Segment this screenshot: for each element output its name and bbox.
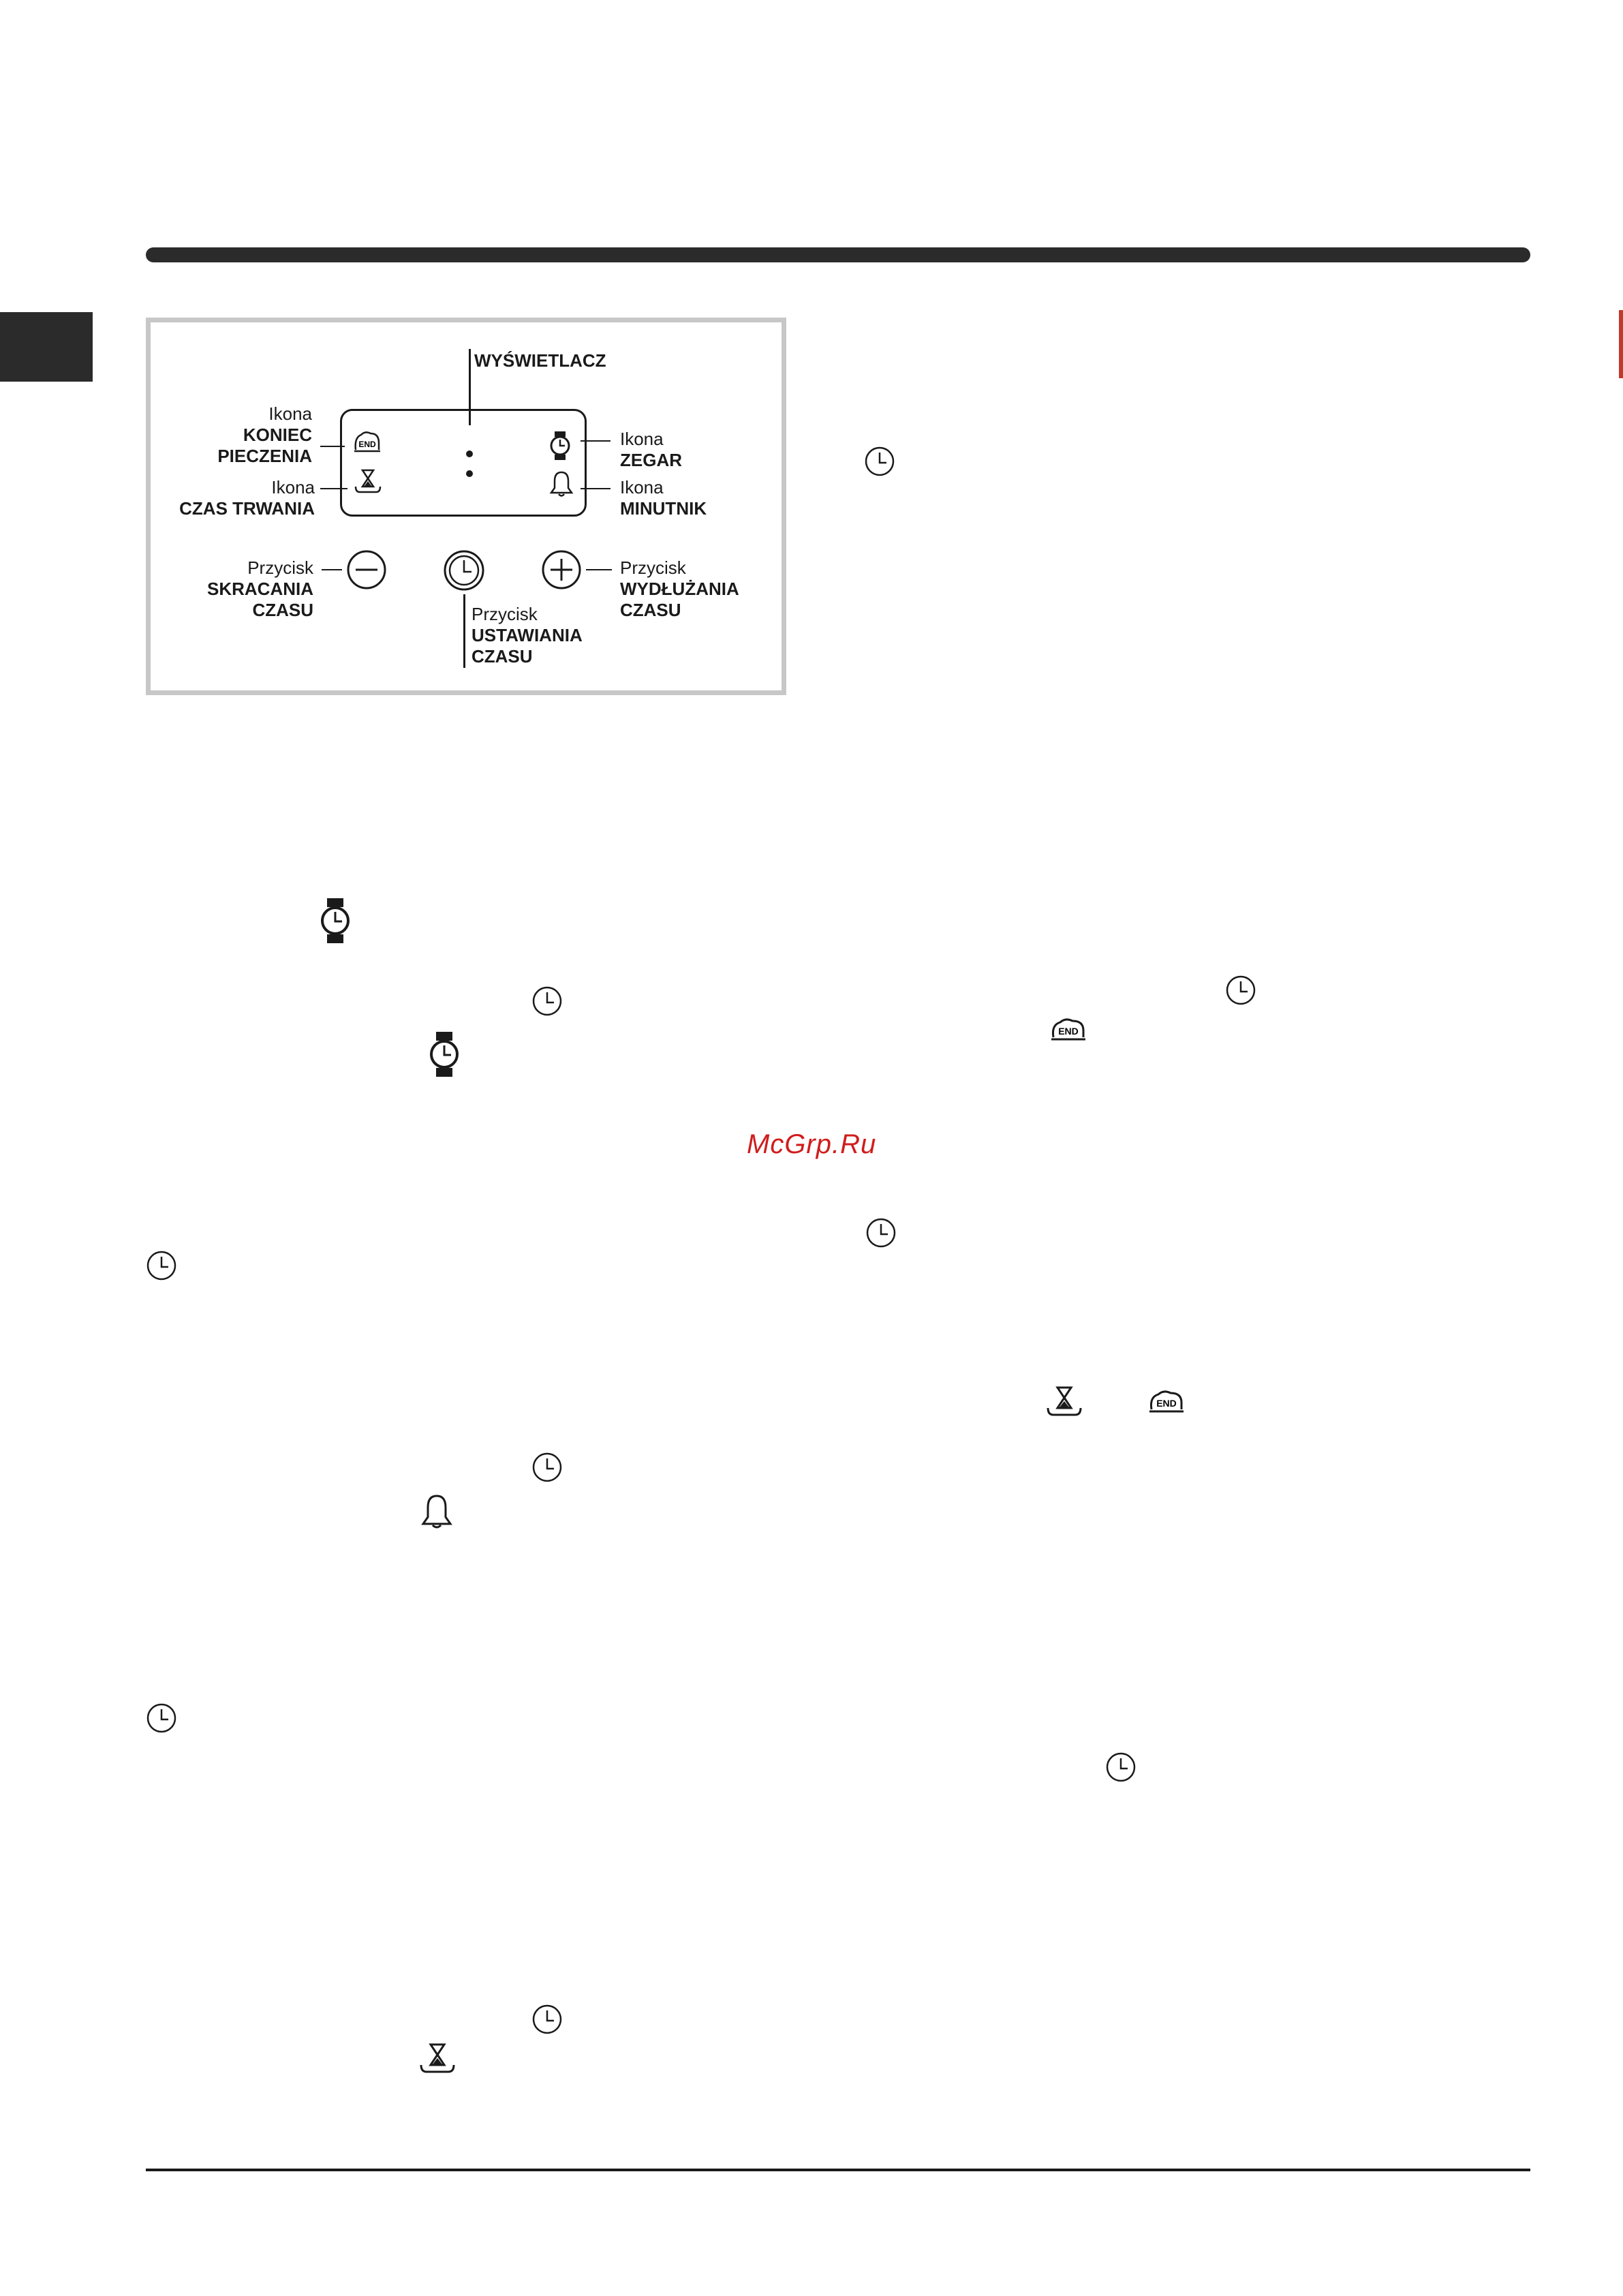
duration-icon (354, 468, 382, 495)
set-button-icon (146, 1250, 177, 1281)
bell-icon (548, 470, 575, 498)
clock-watch-icon (320, 897, 350, 945)
colon-dot-lower (466, 470, 473, 477)
display-label: WYŚWIETLACZ (474, 350, 606, 371)
set-button-icon (146, 1702, 177, 1734)
clock-watch-icon (549, 431, 571, 461)
section-tab (0, 312, 93, 382)
timer-icon-label: Ikona MINUTNIK (620, 477, 707, 519)
end-icon (1147, 1388, 1186, 1419)
clock-icon-leader (581, 440, 610, 442)
set-button-icon (1105, 1751, 1137, 1783)
timer-icon-leader (581, 488, 610, 489)
end-icon (353, 429, 382, 458)
svg-text:END: END (1058, 1026, 1079, 1037)
watermark: McGrp.Ru (747, 1129, 877, 1159)
display-window (340, 409, 587, 517)
duration-icon-label: Ikona CZAS TRWANIA (179, 477, 315, 519)
end-icon (1049, 1015, 1087, 1047)
minus-button-label: Przycisk SKRACANIA CZASU (207, 557, 313, 620)
set-button-icon (531, 2004, 563, 2035)
clock-icon-label: Ikona ZEGAR (620, 429, 682, 470)
minus-button-leader (322, 569, 342, 570)
set-button-icon (531, 1452, 563, 1483)
minus-button[interactable] (346, 549, 387, 590)
svg-text:END: END (358, 440, 376, 449)
plus-button-leader (586, 569, 612, 570)
svg-text:END: END (1156, 1398, 1177, 1409)
set-button-label: Przycisk USTAWIANIA CZASU (472, 604, 583, 667)
end-icon-leader (320, 446, 345, 447)
duration-icon (418, 2042, 457, 2076)
clock-watch-icon (429, 1030, 459, 1078)
colon-dot-upper (466, 450, 473, 457)
bell-icon (420, 1494, 454, 1529)
duration-icon-leader (320, 488, 347, 489)
duration-icon (1045, 1385, 1083, 1419)
set-time-button[interactable] (443, 549, 485, 592)
footer-rule (146, 2169, 1530, 2171)
set-button-icon (864, 446, 895, 477)
set-button-icon (1225, 975, 1256, 1006)
plus-button[interactable] (541, 549, 582, 590)
header-bar (146, 247, 1530, 262)
set-button-leader (463, 594, 465, 668)
set-button-icon (865, 1217, 897, 1249)
set-button-icon (531, 985, 563, 1017)
end-icon-label: Ikona KONIEC PIECZENIA (217, 403, 312, 466)
edge-marker (1619, 310, 1623, 378)
plus-button-label: Przycisk WYDŁUŻANIA CZASU (620, 557, 739, 620)
